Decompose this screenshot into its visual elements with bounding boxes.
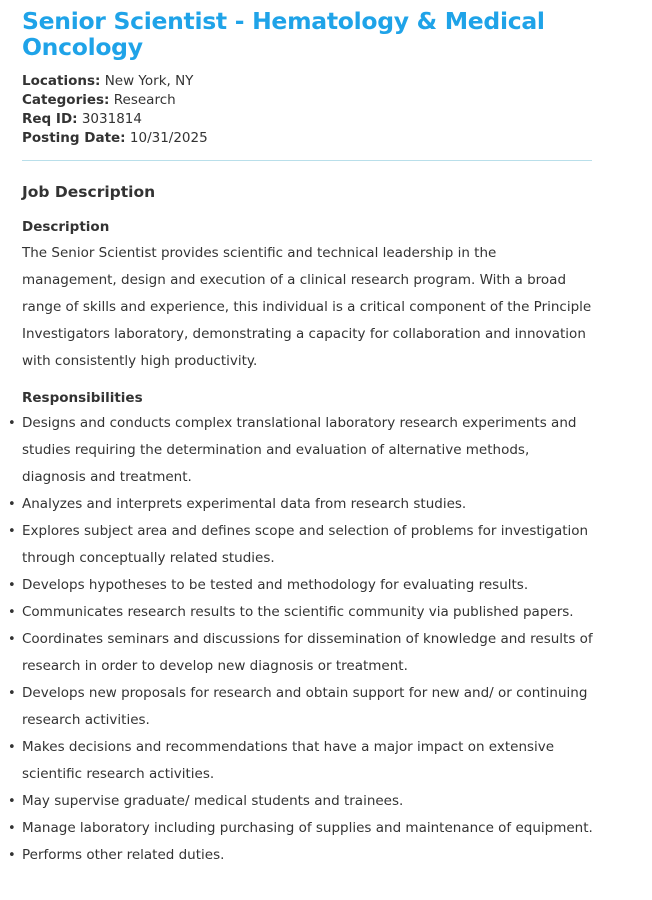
meta-value: Research <box>113 92 176 108</box>
bullet-icon: • <box>8 821 16 836</box>
responsibility-text: Explores subject area and defines scope and selection of problems for investigation through conceptually related studies. <box>22 523 589 566</box>
meta-label: Categories: <box>22 92 110 108</box>
responsibility-text: Designs and conducts complex translational laboratory research experiments and studies requiring the determination and evaluation of alternative methods, diagnosis and treatment. <box>22 415 577 485</box>
job-title: Senior Scientist - Hematology & Medical Oncology <box>22 7 545 61</box>
responsibility-text: Develops hypotheses to be tested and methodology for evaluating results. <box>22 577 529 593</box>
responsibility-text: Makes decisions and recommendations that have a major impact on extensive scientific research activities. <box>22 739 555 782</box>
meta-posting-date <box>22 129 594 148</box>
meta-value: 3031814 <box>81 111 142 127</box>
meta-value: 10/31/2025 <box>129 130 208 146</box>
job-posting <box>8 7 594 869</box>
section-divider <box>22 160 592 161</box>
bullet-icon: • <box>8 524 16 539</box>
list-item <box>8 842 594 869</box>
bullet-icon: • <box>8 686 16 701</box>
meta-locations <box>22 72 594 91</box>
bullet-icon: • <box>8 632 16 647</box>
list-item <box>8 734 594 788</box>
meta-label: Req ID: <box>22 111 78 127</box>
responsibility-text: Communicates research results to the scientific community via published papers. <box>22 604 574 620</box>
responsibility-text: Manage laboratory including purchasing of supplies and maintenance of equipment. <box>22 820 593 836</box>
job-meta <box>22 72 594 148</box>
responsibility-text: Performs other related duties. <box>22 847 225 863</box>
bullet-icon: • <box>8 497 16 512</box>
list-item <box>8 491 594 518</box>
responsibility-text: Develops new proposals for research and obtain support for new and/ or continuing research activities. <box>22 685 588 728</box>
description-label: Description <box>22 219 110 235</box>
list-item <box>8 626 594 680</box>
meta-label: Posting Date: <box>22 130 126 146</box>
responsibility-text: Analyzes and interprets experimental data from research studies. <box>22 496 467 512</box>
meta-categories <box>22 91 594 110</box>
list-item <box>8 680 594 734</box>
list-item <box>8 410 594 491</box>
list-item <box>8 518 594 572</box>
meta-label: Locations: <box>22 73 101 89</box>
bullet-icon: • <box>8 740 16 755</box>
list-item <box>8 599 594 626</box>
responsibility-text: Coordinates seminars and discussions for dissemination of knowledge and results of research in order to develop new diagnosis or treatment. <box>22 631 593 674</box>
meta-req-id <box>22 110 594 129</box>
responsibility-text: May supervise graduate/ medical students and trainees. <box>22 793 404 809</box>
bullet-icon: • <box>8 605 16 620</box>
list-item <box>8 788 594 815</box>
bullet-icon: • <box>8 416 16 431</box>
list-item <box>8 815 594 842</box>
responsibilities-label: Responsibilities <box>22 390 143 406</box>
bullet-icon: • <box>8 794 16 809</box>
responsibilities-list <box>8 410 594 869</box>
bullet-icon: • <box>8 578 16 593</box>
meta-value: New York, NY <box>104 73 194 89</box>
list-item <box>8 572 594 599</box>
bullet-icon: • <box>8 848 16 863</box>
description-text: The Senior Scientist provides scientific and technical leadership in the management, design and execution of a clinical research program. With a broad range of skills and experience, this individual is a critical component of the Principle Investigators laboratory, demonstrating a capacity for collaboration and innovation with consistently high productivity. <box>22 245 592 369</box>
job-description-heading: Job Description <box>22 183 156 201</box>
